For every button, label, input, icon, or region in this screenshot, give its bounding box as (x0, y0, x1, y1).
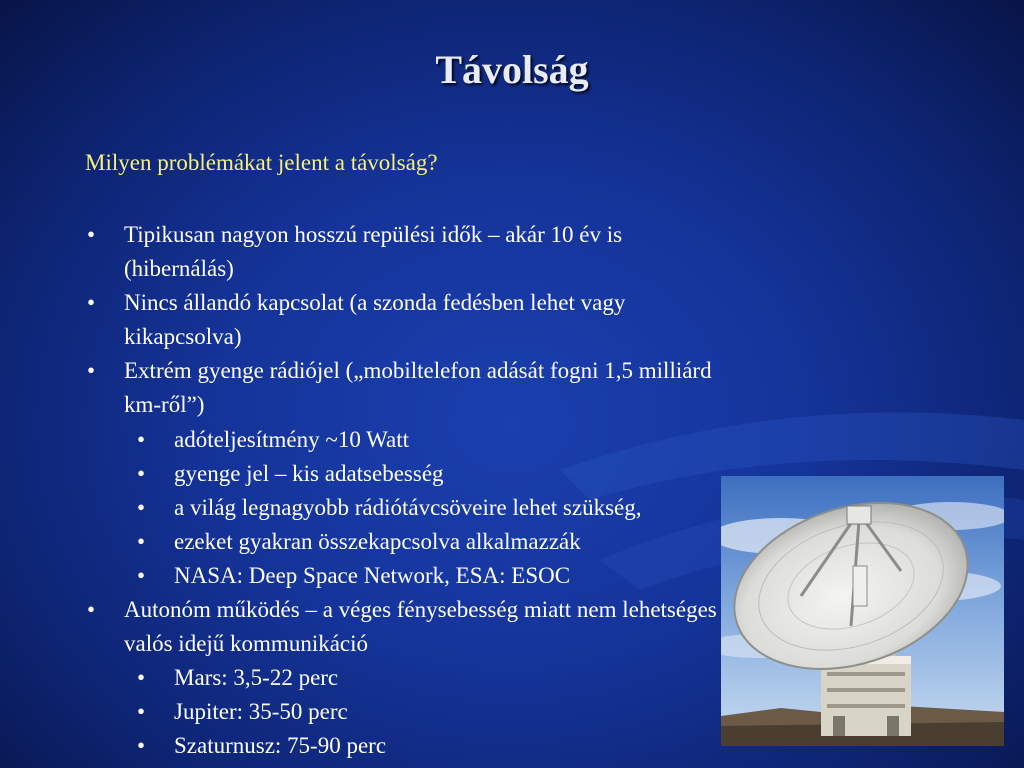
list-item-text: Tipikusan nagyon hosszú repülési idők – akár 10 év is (hibernálás) (124, 222, 623, 281)
list-item (87, 354, 727, 422)
slide-question: Milyen problémákat jelent a távolság? (85, 150, 438, 175)
slide-title: Távolság (435, 47, 589, 92)
radio-telescope-photo (721, 476, 1004, 746)
list-item (137, 661, 737, 695)
bullet-icon: • (87, 222, 96, 247)
list-item-text: NASA: Deep Space Network, ESA: ESOC (174, 563, 571, 588)
bullet-icon: • (137, 733, 146, 758)
bullet-icon: • (87, 358, 96, 383)
bullet-icon: • (87, 290, 96, 315)
list-item (137, 457, 737, 491)
radio-telescope-icon (721, 476, 1004, 746)
list-item (87, 286, 727, 354)
bullet-icon: • (137, 699, 146, 724)
list-item-text: Nincs állandó kapcsolat (a szonda fedésben lehet vagy kikapcsolva) (124, 290, 626, 349)
list-item-text: Mars: 3,5-22 perc (174, 665, 339, 690)
list-item (87, 593, 717, 661)
list-item (137, 559, 737, 593)
bullet-icon: • (137, 529, 146, 554)
list-item (137, 491, 737, 525)
list-item (137, 525, 737, 559)
bullet-icon: • (137, 427, 146, 452)
list-item-text: Autonóm működés – a véges fénysebesség miatt nem lehetséges valós idejű kommunikáció (124, 597, 717, 656)
bullet-icon: • (87, 597, 96, 622)
bullet-icon: • (137, 665, 146, 690)
list-item-text: Extrém gyenge rádiójel („mobiltelefon adását fogni 1,5 milliárd km-ről”) (124, 358, 712, 417)
bullet-icon: • (137, 563, 146, 588)
list-item-text: gyenge jel – kis adatsebesség (174, 461, 444, 486)
list-item-text: a világ legnagyobb rádiótávcsöveire lehet szükség, (174, 495, 642, 520)
bullet-icon: • (137, 461, 146, 486)
list-item (137, 423, 737, 457)
bullet-icon: • (137, 495, 146, 520)
list-item-text: Szaturnusz: 75-90 perc (174, 733, 387, 758)
list-item-text: adóteljesítmény ~10 Watt (174, 427, 410, 452)
list-item (137, 695, 737, 729)
list-item (87, 218, 727, 286)
list-item-text: Jupiter: 35-50 perc (174, 699, 348, 724)
list-item (137, 729, 737, 763)
list-item-text: ezeket gyakran összekapcsolva alkalmazzák (174, 529, 581, 554)
